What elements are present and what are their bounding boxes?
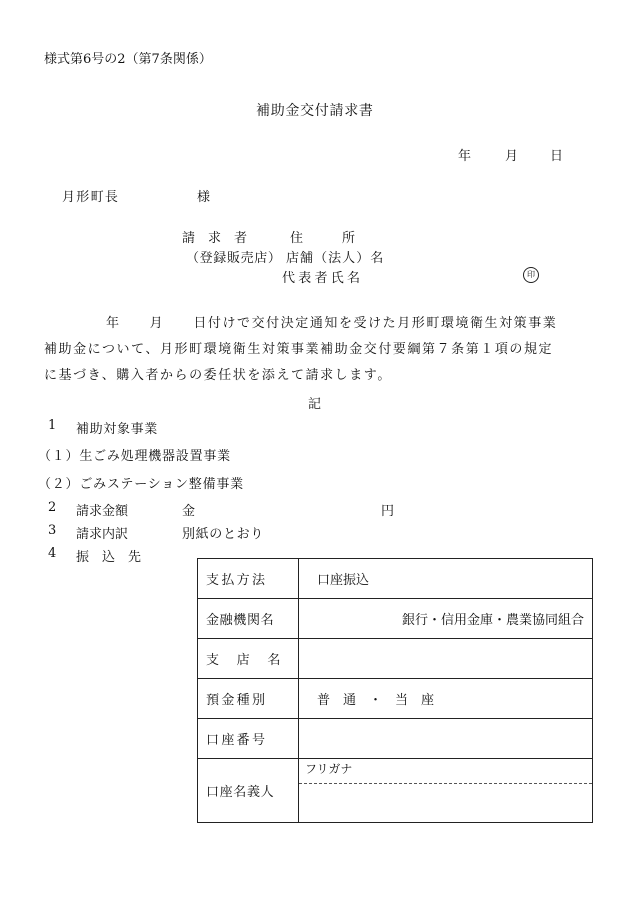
account-holder-label: 口座名義人 (198, 759, 299, 823)
addressee-name: 月形町長 (62, 190, 120, 205)
form-reference: 様式第6号の2（第7条関係） (44, 52, 212, 67)
claimant-store-label: 店舗（法人）名 (286, 251, 385, 266)
date-month: 月 (505, 149, 519, 164)
ki-marker: 記 (308, 397, 322, 412)
institution-label: 金融機関名 (198, 599, 299, 639)
item-1-number: 1 (48, 418, 57, 433)
item-2-number: 2 (48, 500, 57, 515)
body-line-1: 年 月 日付けで交付決定通知を受けた月形町環境衛生対策事業 (106, 316, 558, 331)
date-day: 日 (550, 149, 564, 164)
document-title: 補助金交付請求書 (256, 103, 374, 119)
bank-transfer-table (197, 558, 593, 823)
table-row (198, 639, 593, 679)
seal-mark: 印 (523, 267, 539, 283)
claimant-role: 請 求 者 (182, 231, 248, 246)
branch-label: 支 店 名 (198, 639, 299, 679)
body-line-3: に基づき、購入者からの委任状を添えて請求します。 (44, 368, 392, 383)
item-4-number: 4 (48, 546, 57, 561)
payment-method-label: 支払方法 (198, 559, 299, 599)
item-2-yen: 円 (381, 504, 395, 519)
table-row (198, 719, 593, 759)
account-number-label: 口座番号 (198, 719, 299, 759)
deposit-type-label: 預金種別 (198, 679, 299, 719)
date-year: 年 (458, 149, 472, 164)
branch-value (299, 639, 593, 679)
payment-method-value: 口座振込 (299, 559, 593, 599)
item-4-label: 振 込 先 (76, 550, 142, 565)
table-row (198, 679, 593, 719)
account-number-value (299, 719, 593, 759)
item-1-label: 補助対象事業 (76, 422, 158, 437)
deposit-type-value: 普 通 ・ 当 座 (299, 679, 593, 719)
table-row (198, 559, 593, 599)
item-3-value: 別紙のとおり (182, 527, 264, 542)
sub-item-2: （２）ごみステーション整備事業 (38, 477, 244, 492)
institution-value: 銀行・信用金庫・農業協同組合 (299, 599, 593, 639)
account-holder-cell (299, 759, 593, 823)
item-3-label: 請求内訳 (76, 527, 129, 542)
addressee-suffix: 様 (197, 190, 211, 205)
body-line-2: 補助金について、月形町環境衛生対策事業補助金交付要綱第７条第１項の規定 (44, 342, 554, 357)
table-row (198, 599, 593, 639)
item-3-number: 3 (48, 523, 57, 538)
claimant-store-prefix: （登録販売店） (186, 251, 282, 266)
request-body (44, 311, 592, 389)
item-2-kin: 金 (182, 504, 196, 519)
claimant-rep-label: 代表者氏名 (282, 271, 364, 286)
item-2-label: 請求金額 (76, 504, 129, 519)
furigana-label: フリガナ (299, 759, 592, 784)
claimant-address-label: 住 所 (290, 231, 356, 246)
table-row (198, 759, 593, 823)
sub-item-1: （１）生ごみ処理機器設置事業 (38, 449, 231, 464)
